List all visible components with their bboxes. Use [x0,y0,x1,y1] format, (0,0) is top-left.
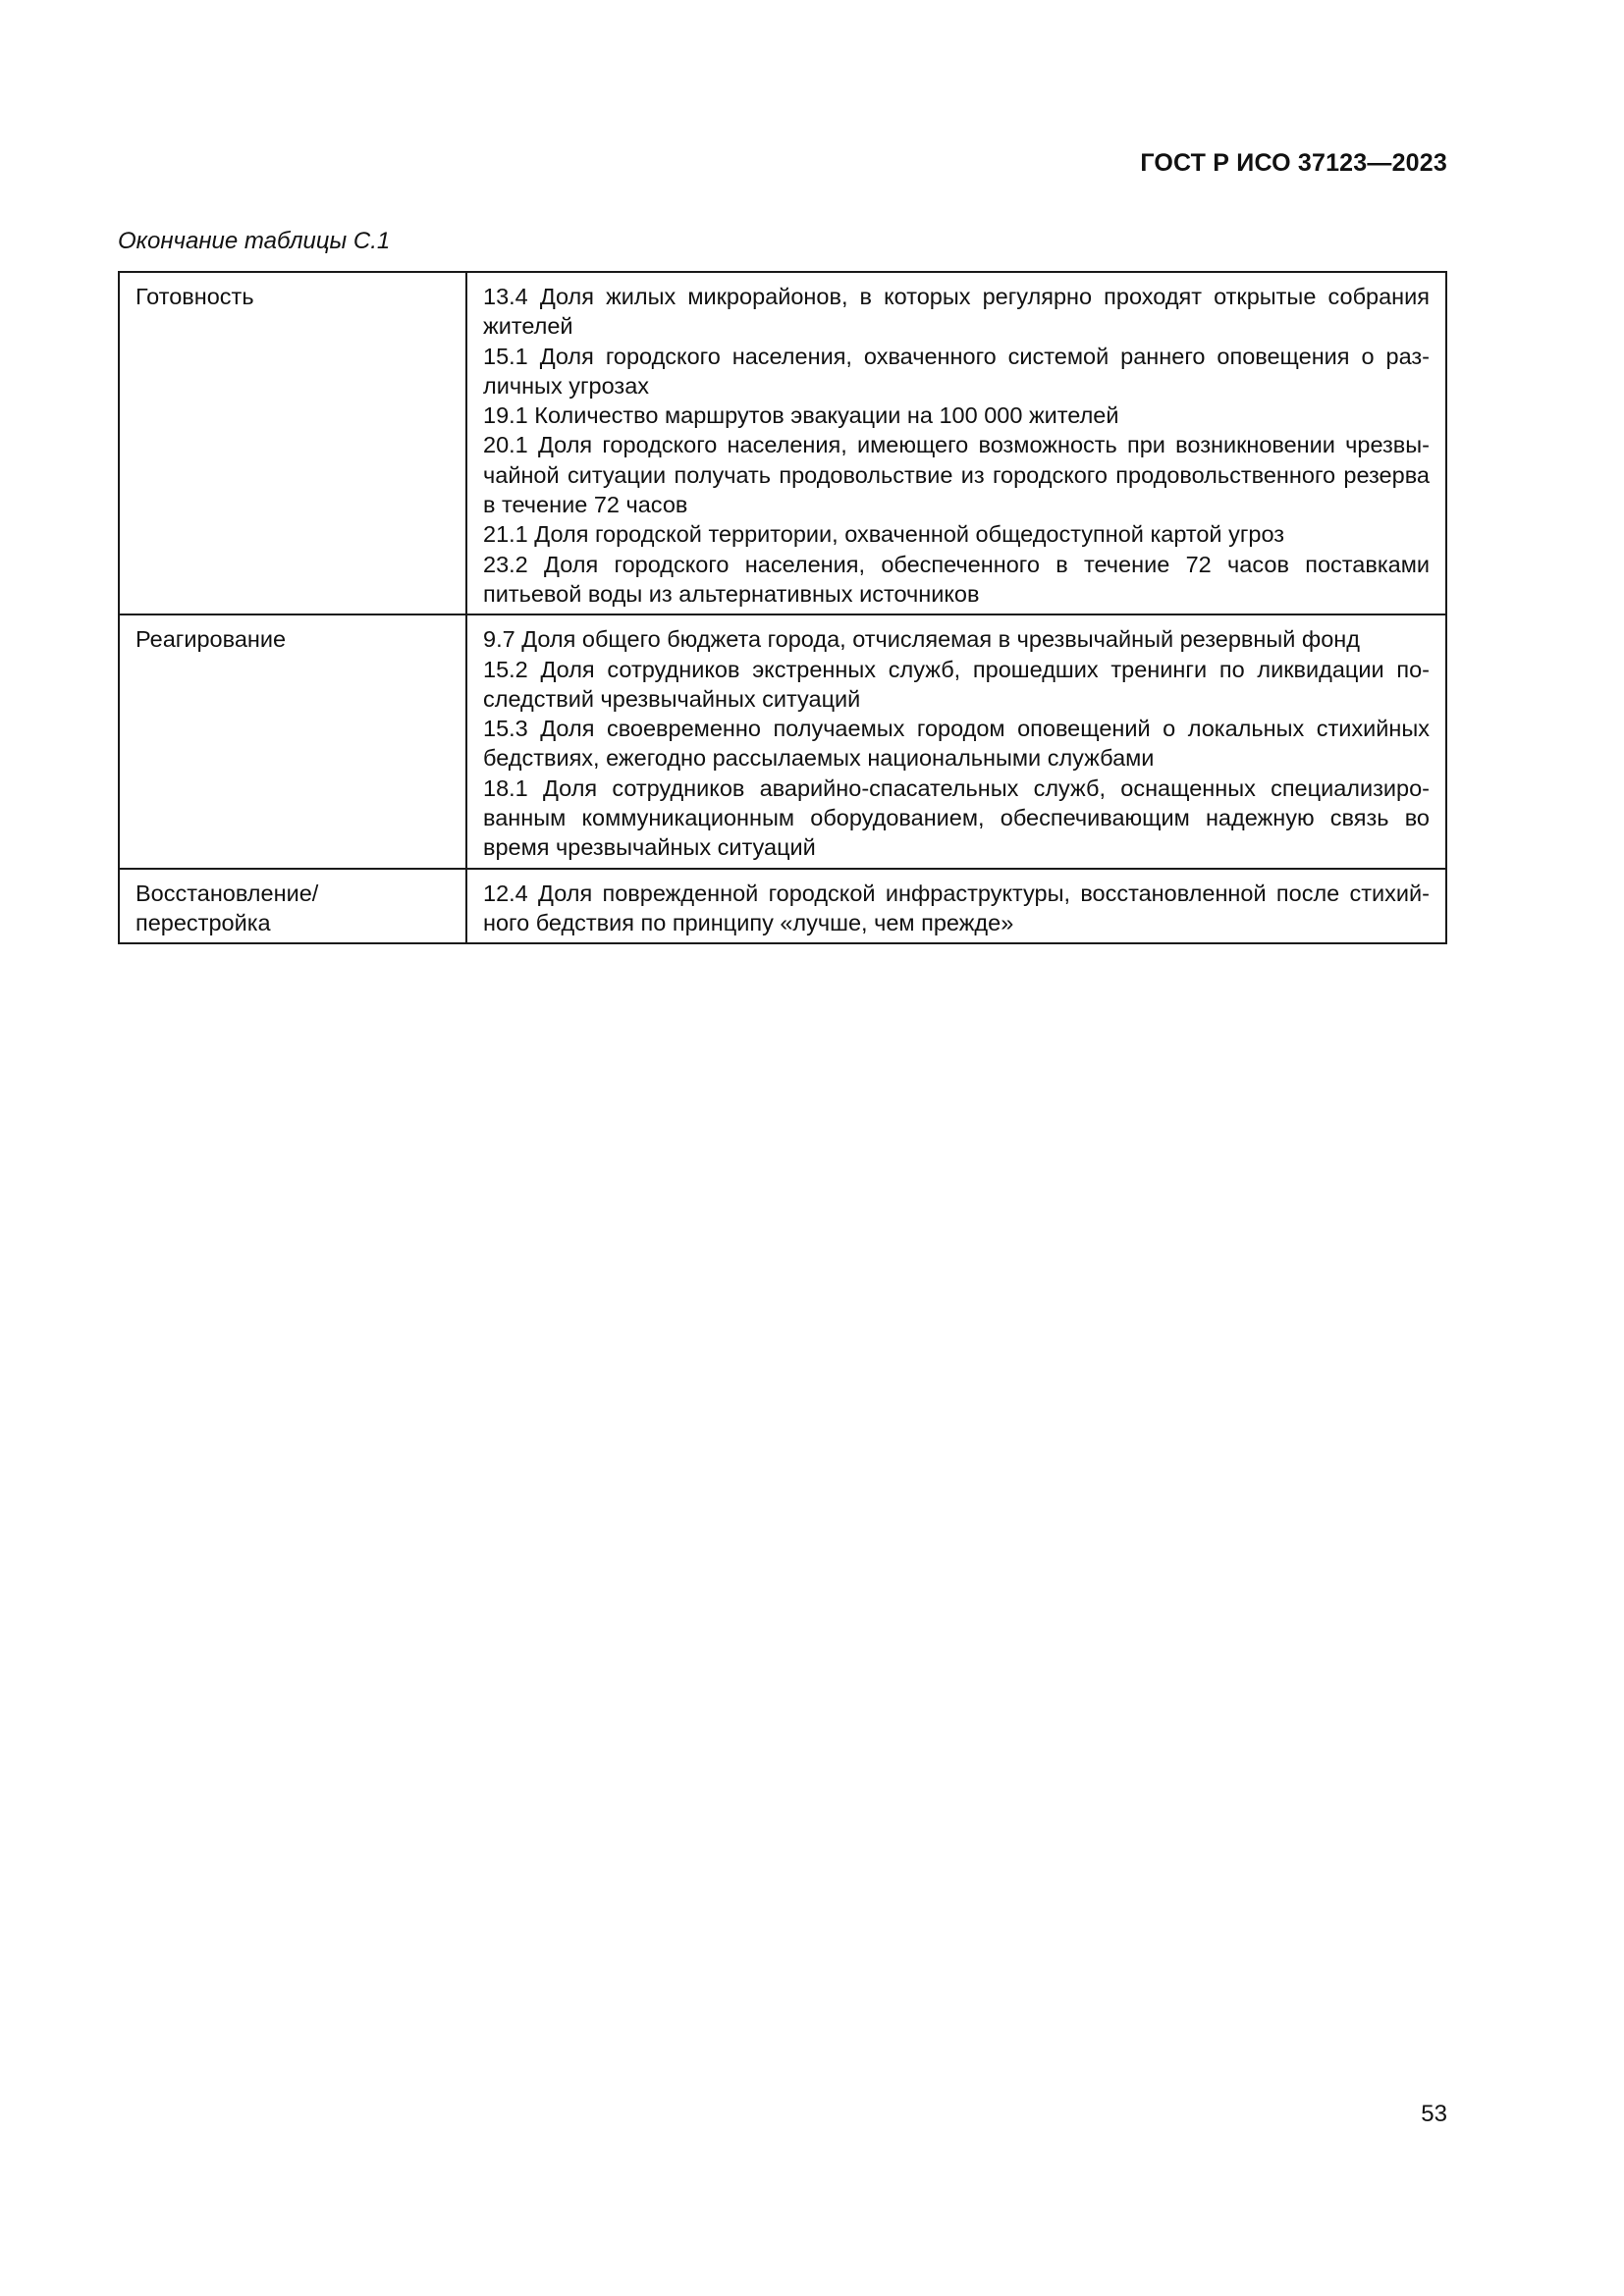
indicator-item: 12.4 Доля поврежденной городской инфраструктуры, восстановленной после стихийного бедствия по принципу «лучше, чем прежде» [483,880,1430,935]
indicator-item: 18.1 Доля сотрудников аварийно-спасательных служб, оснащенных специализированным коммуникационным оборудованием, обеспечивающим надежную связь во время чрезвычайных ситуаций [483,774,1430,861]
indicator-item: 15.2 Доля сотрудников экстренных служб, прошедших тренинги по ликвидации последствий чрезвычайных ситуаций [483,656,1430,712]
indicator-item: 15.3 Доля своевременно получаемых городом оповещений о локальных стихийных бедствиях, ежегодно рассылаемых национальными службами [483,716,1430,772]
indicators-cell [466,869,1446,944]
indicator-item: 21.1 Доля городской территории, охваченной общедоступной картой угроз [483,521,1285,548]
indicator-item: 23.2 Доля городского населения, обеспеченного в течение 72 часов поставками питьевой воды из альтернативных источников [483,551,1430,607]
stage-cell: Готовность [119,272,466,614]
indicator-item: 19.1 Количество маршрутов эвакуации на 100 000 жителей [483,402,1119,429]
indicator-item: 15.1 Доля городского населения, охваченного системой раннего оповещения о различных угрозах [483,343,1430,399]
indicators-cell [466,272,1446,614]
table-row [119,272,1446,614]
indicators-cell [466,614,1446,868]
table-row [119,869,1446,944]
indicator-item: 9.7 Доля общего бюджета города, отчисляемая в чрезвычайный резервный фонд [483,626,1360,653]
indicators-table-container [118,271,1447,944]
indicator-item: 13.4 Доля жилых микрорайонов, в которых регулярно проходят открытые собрания жителей [483,284,1430,340]
table-row [119,614,1446,868]
stage-cell: Реагирование [119,614,466,868]
indicators-table [118,271,1447,944]
table-caption: Окончание таблицы С.1 [118,228,391,254]
stage-cell: Восстановление/ перестройка [119,869,466,944]
page-number: 53 [1421,2101,1447,2127]
indicator-item: 20.1 Доля городского населения, имеющего возможность при возникновении чрезвычайной ситуации получать продовольствие из городского продовольственного резерва в течение 72 часов [483,432,1430,518]
document-standard-header: ГОСТ Р ИСО 37123—2023 [1140,149,1447,177]
